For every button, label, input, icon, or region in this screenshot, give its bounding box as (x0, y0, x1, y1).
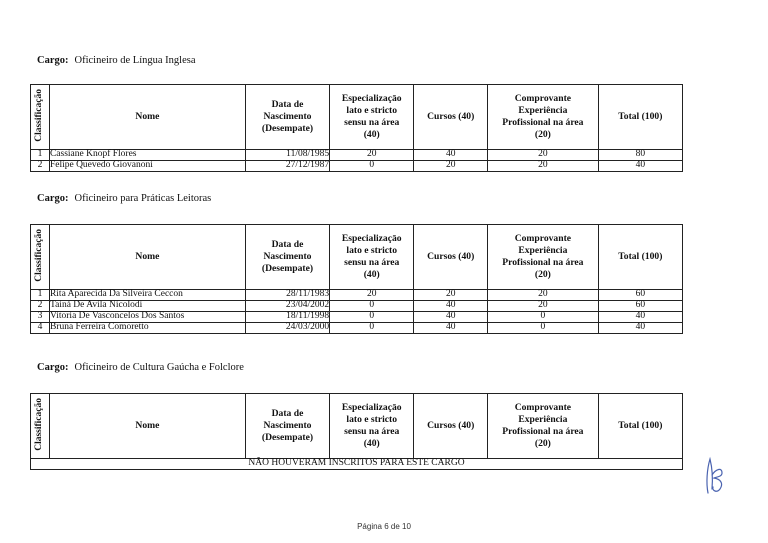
cell-data: 28/11/1983 (245, 290, 329, 301)
cell-nome: Vitoria De Vasconcelos Dos Santos (49, 312, 245, 323)
cell-data: 27/12/1987 (245, 161, 329, 172)
header-total: Total (100) (598, 225, 682, 290)
cell-experiencia: 0 (488, 312, 599, 323)
table-row (31, 150, 683, 161)
header-nome: Nome (49, 394, 245, 459)
cell-experiencia: 20 (488, 161, 599, 172)
cell-nome: Rita Aparecida Da Silveira Ceccon (49, 290, 245, 301)
table-row (31, 323, 683, 334)
cell-classificacao: 1 (31, 290, 50, 301)
cargo-name: Oficineiro de Língua Inglesa (74, 55, 196, 66)
table-row (31, 301, 683, 312)
cell-cursos: 40 (414, 323, 488, 334)
header-total: Total (100) (598, 394, 682, 459)
header-classificacao: Classificação (31, 85, 50, 150)
cell-data: 11/08/1985 (245, 150, 329, 161)
cell-nome: Cassiane Knopf Flores (49, 150, 245, 161)
cargo-label: Cargo: (37, 55, 69, 66)
header-data-nascimento: Data de Nascimento (Desempate) (245, 85, 329, 150)
header-nome: Nome (49, 225, 245, 290)
results-table-3 (30, 393, 683, 470)
cell-especializacao: 0 (330, 161, 414, 172)
header-experiencia: Comprovante Experiência Profissional na área (20) (488, 225, 599, 290)
cell-cursos: 40 (414, 301, 488, 312)
cell-classificacao: 1 (31, 150, 50, 161)
cell-especializacao: 20 (330, 150, 414, 161)
cell-experiencia: 0 (488, 323, 599, 334)
cell-experiencia: 20 (488, 301, 599, 312)
cell-nome: Tainá De Avila Nicolodi (49, 301, 245, 312)
cell-nome: Bruna Ferreira Comoretto (49, 323, 245, 334)
header-classificacao: Classificação (31, 394, 50, 459)
cell-data: 24/03/2000 (245, 323, 329, 334)
cargo-line-3 (37, 362, 244, 373)
cargo-label: Cargo: (37, 193, 69, 204)
header-data-nascimento: Data de Nascimento (Desempate) (245, 225, 329, 290)
header-especializacao: Especializaçāo lato e stricto sensu na área (40) (330, 85, 414, 150)
cell-data: 18/11/1998 (245, 312, 329, 323)
cell-especializacao: 0 (330, 323, 414, 334)
cargo-name: Oficineiro de Cultura Gaúcha e Folclore (74, 362, 244, 373)
cell-especializacao: 20 (330, 290, 414, 301)
cell-total: 40 (598, 312, 682, 323)
header-data-nascimento: Data de Nascimento (Desempate) (245, 394, 329, 459)
table-row (31, 312, 683, 323)
cell-cursos: 20 (414, 161, 488, 172)
header-nome: Nome (49, 85, 245, 150)
header-cursos: Cursos (40) (414, 225, 488, 290)
page-footer: Página 6 de 10 (357, 522, 411, 531)
header-classificacao: Classificação (31, 225, 50, 290)
cell-experiencia: 20 (488, 150, 599, 161)
cell-data: 23/04/2002 (245, 301, 329, 312)
cell-classificacao: 2 (31, 161, 50, 172)
header-total: Total (100) (598, 85, 682, 150)
cell-total: 60 (598, 301, 682, 312)
no-candidates-message: NÃO HOUVERAM INSCRITOS PARA ESTE CARGO (31, 459, 683, 470)
results-table-2 (30, 224, 683, 334)
table-row (31, 290, 683, 301)
header-especializacao: Especializaçāo lato e stricto sensu na área (40) (330, 394, 414, 459)
cell-total: 60 (598, 290, 682, 301)
header-cursos: Cursos (40) (414, 394, 488, 459)
cell-cursos: 40 (414, 312, 488, 323)
header-experiencia: Comprovante Experiência Profissional na área (20) (488, 394, 599, 459)
cell-especializacao: 0 (330, 312, 414, 323)
header-cursos: Cursos (40) (414, 85, 488, 150)
cell-nome: Felipe Quevedo Giovanoni (49, 161, 245, 172)
cell-total: 40 (598, 323, 682, 334)
header-experiencia: Comprovante Experiência Profissional na área (20) (488, 85, 599, 150)
cargo-line-2 (37, 193, 211, 204)
cell-classificacao: 4 (31, 323, 50, 334)
header-especializacao: Especializaçāo lato e stricto sensu na área (40) (330, 225, 414, 290)
cargo-label: Cargo: (37, 362, 69, 373)
handwritten-signature (700, 455, 728, 497)
table-header-row (31, 85, 683, 150)
cell-experiencia: 20 (488, 290, 599, 301)
table-row (31, 161, 683, 172)
empty-row (31, 459, 683, 470)
cell-classificacao: 2 (31, 301, 50, 312)
cell-cursos: 20 (414, 290, 488, 301)
cell-especializacao: 0 (330, 301, 414, 312)
cell-total: 80 (598, 150, 682, 161)
cell-classificacao: 3 (31, 312, 50, 323)
results-table-1 (30, 84, 683, 172)
cell-total: 40 (598, 161, 682, 172)
cargo-name: Oficineiro para Práticas Leitoras (74, 193, 212, 204)
table-header-row (31, 225, 683, 290)
cargo-line-1 (37, 55, 196, 66)
cell-cursos: 40 (414, 150, 488, 161)
table-header-row (31, 394, 683, 459)
